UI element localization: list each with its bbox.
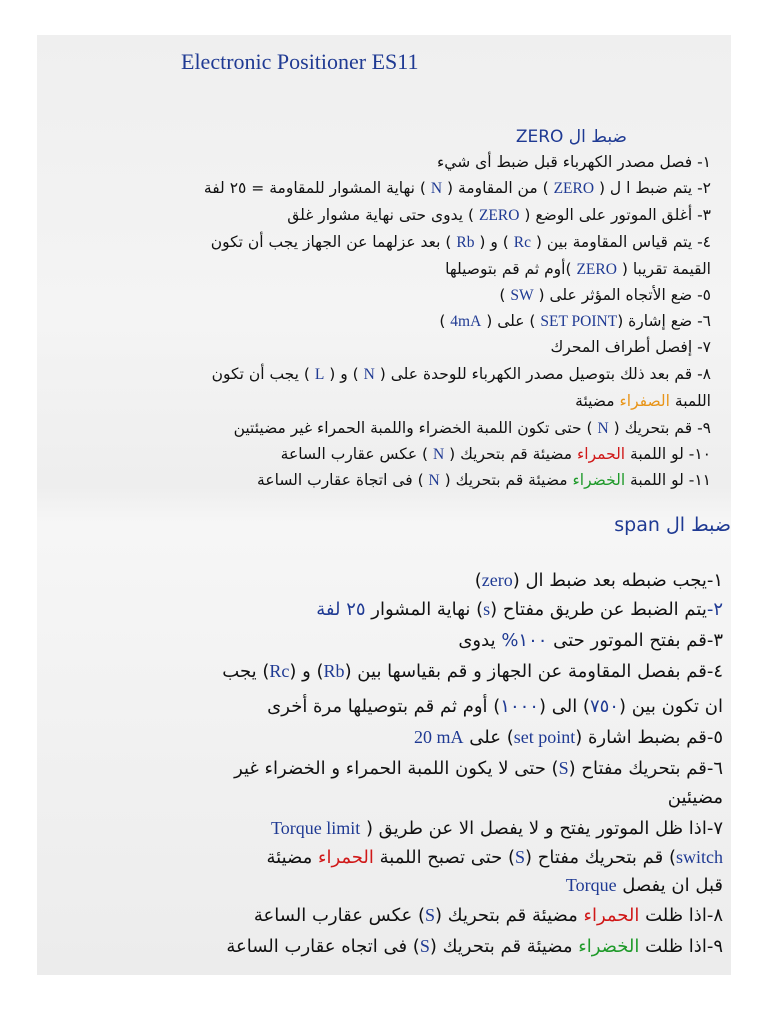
step-text: قم بفتح الموتور حتى	[547, 630, 707, 651]
step-text: ) حتى لا يكون اللمبة الحمراء و الخضراء غير	[234, 758, 559, 779]
step-line	[222, 661, 723, 682]
highlighted-term: Rc	[513, 234, 531, 251]
step-text: )	[439, 312, 451, 330]
step-number: ٩-	[697, 419, 711, 437]
highlighted-term: N	[428, 472, 440, 489]
step-text: مضيئين	[667, 787, 723, 808]
step-number: ٥-	[706, 727, 723, 748]
step-number: ٣-	[706, 630, 723, 651]
step-number: ١٠-	[688, 445, 711, 463]
step-text: ) يجب أن تكون	[211, 365, 315, 383]
highlighted-term: الحمراء	[318, 847, 374, 868]
step-text: ) فى اتجاة عقارب الساعة	[257, 471, 429, 489]
step-text: اذا ظل الموتور يفتح و لا يفصل الا عن طريق (	[360, 818, 707, 839]
step-line	[234, 419, 711, 438]
step-number: ٢-	[706, 599, 723, 620]
step-text: ضع إشارة (	[617, 312, 698, 330]
step-text: إفصل أطراف المحرك	[550, 338, 698, 356]
highlighted-term: ٧٥٠	[589, 696, 619, 717]
step-text: ) يدوى حتى نهاية مشوار غلق	[287, 206, 479, 224]
step-text: مضيئة قم بتحريك (	[444, 445, 577, 463]
highlighted-term: الصفراء	[619, 392, 670, 410]
step-text: مضيئة قم بتحريك (	[429, 936, 579, 957]
step-text: أغلق الموتور على الوضع (	[519, 206, 698, 224]
highlighted-term: ZERO	[576, 261, 617, 278]
step-text: ) بعد عزلهما عن الجهاز يجب أن تكون	[210, 233, 457, 251]
step-text: مضيئة	[575, 392, 620, 410]
step-text: قم بضبط اشارة (	[575, 727, 707, 748]
highlighted-term: ZERO	[478, 207, 520, 224]
highlighted-term: SW	[510, 287, 534, 304]
highlighted-term: s	[483, 599, 491, 619]
step-text: ضع الأتجاه المؤثر على (	[533, 286, 698, 304]
highlighted-term: ٢٥ لفة	[316, 599, 366, 620]
step-text: مضيئة قم بتحريك (	[435, 905, 584, 926]
step-text: اذا ظلت	[639, 905, 707, 926]
step-number: ٣-	[697, 206, 711, 224]
step-line	[566, 875, 723, 896]
span-section-heading: ضبط ال span	[614, 514, 731, 536]
highlighted-term: set point	[513, 727, 576, 747]
highlighted-term: 4mA	[450, 313, 482, 330]
step-number: ١١-	[688, 471, 711, 489]
step-text: ) أوم ثم قم بتوصيلها مرة أخرى	[267, 696, 501, 717]
step-text: ) نهاية المشوار	[365, 599, 484, 620]
highlighted-term: zero	[481, 570, 513, 590]
step-line	[575, 392, 711, 410]
zero-section-heading: ضبط ال ZERO	[515, 127, 627, 147]
step-line	[414, 727, 723, 748]
step-line	[267, 847, 724, 868]
step-line	[204, 179, 711, 198]
step-text: ) قم بتحريك مفتاح (	[525, 847, 676, 868]
step-text: ) على (	[481, 312, 541, 330]
step-number: ٨-	[706, 905, 723, 926]
step-number: ٧-	[706, 818, 723, 839]
highlighted-term: الحمراء	[576, 445, 626, 463]
step-text: يتم الضبط عن طريق مفتاح (	[490, 599, 707, 620]
step-text: )أوم ثم قم بتوصيلها	[445, 260, 577, 278]
step-text: لو اللمبة	[625, 445, 689, 463]
step-number: ٢-	[697, 179, 711, 197]
step-text: ) حتى تكون اللمبة الخضراء واللمبة الحمراء غير مضيئتين	[233, 419, 598, 437]
step-text: ) على	[463, 727, 514, 748]
step-text: يجب ضبطه بعد ضبط ال (	[512, 570, 707, 591]
step-text: ) و (	[289, 661, 324, 682]
step-text: مضيئة	[266, 847, 318, 868]
step-text: ) حتى تصبح اللمبة	[373, 847, 515, 868]
step-line	[437, 153, 711, 171]
step-number: ٨-	[697, 365, 711, 383]
step-text: قم بعد ذلك بتوصيل مصدر الكهرباء للوحدة على (	[374, 365, 698, 383]
step-text: )	[474, 570, 482, 591]
step-text: ) يجب	[222, 661, 270, 682]
scanned-document-page	[37, 35, 731, 975]
highlighted-term: N	[430, 180, 443, 197]
step-line	[271, 818, 723, 839]
highlighted-term: SET POINT	[540, 313, 618, 330]
document-title: Electronic Positioner ES11	[181, 49, 419, 74]
highlighted-term: L	[314, 366, 325, 383]
step-text: ) و (	[474, 233, 514, 251]
step-text: ان تكون بين (	[618, 696, 723, 717]
step-text: قم بتحريك مفتاح (	[568, 758, 707, 779]
step-text: ) عكس عقارب الساعة	[280, 445, 434, 463]
highlighted-term: S	[515, 847, 526, 867]
highlighted-term: ZERO	[553, 180, 595, 197]
highlighted-term: switch	[676, 847, 723, 867]
highlighted-term: N	[597, 420, 609, 437]
step-text: يتم ضبط ا ل (	[594, 179, 698, 197]
step-text: اذا ظلت	[639, 936, 707, 957]
highlighted-term: S	[425, 905, 436, 925]
highlighted-term: S	[558, 758, 569, 778]
highlighted-term: الخضراء	[572, 471, 626, 489]
step-line	[475, 570, 723, 591]
highlighted-term: 20 mA	[414, 727, 464, 747]
highlighted-term: الحمراء	[583, 905, 640, 926]
highlighted-term: ١٠٠%	[501, 630, 548, 651]
step-number: ٦-	[697, 312, 711, 330]
step-number: ٥-	[697, 286, 711, 304]
step-line	[226, 936, 723, 957]
step-text: قم بفصل المقاومة عن الجهاز و قم بقياسها بين (	[344, 661, 707, 682]
step-text: )	[499, 286, 511, 304]
step-text: فصل مصدر الكهرباء قبل ضبط أى شيء	[437, 153, 698, 171]
step-line	[211, 233, 711, 252]
step-text: ) الى (	[538, 696, 590, 717]
step-line	[281, 445, 711, 464]
step-text: مضيئة قم بتحريك (	[439, 471, 573, 489]
step-text: القيمة تقريبا (	[616, 260, 711, 278]
step-line	[445, 260, 711, 279]
highlighted-term: Rb	[456, 234, 475, 251]
highlighted-term: Rb	[323, 661, 345, 681]
step-line	[212, 365, 711, 384]
highlighted-term: N	[433, 446, 445, 463]
step-number: ٤-	[706, 661, 723, 682]
highlighted-term: Torque limit	[270, 818, 361, 838]
step-line	[458, 630, 723, 651]
step-line	[234, 758, 723, 779]
highlighted-term: ١٠٠٠	[500, 696, 539, 717]
step-number: ٤-	[697, 233, 711, 251]
step-line	[551, 338, 712, 356]
highlighted-term: S	[419, 936, 430, 956]
step-text: اللمبة	[669, 392, 711, 410]
step-line	[254, 905, 723, 926]
step-text: لو اللمبة	[625, 471, 689, 489]
step-line	[499, 286, 711, 305]
step-number: ١-	[706, 570, 723, 591]
highlighted-term: Rc	[269, 661, 290, 681]
step-line	[316, 599, 723, 620]
step-number: ٦-	[706, 758, 723, 779]
step-text: قبل ان يفصل	[616, 875, 723, 896]
step-line	[668, 787, 723, 808]
step-text: ) نهاية المشوار للمقاومة = ٢٥ لفة	[203, 179, 431, 197]
step-number: ٩-	[706, 936, 723, 957]
step-text: قم بتحريك (	[608, 419, 698, 437]
highlighted-term: Torque	[565, 875, 617, 895]
step-number: ٧-	[697, 338, 711, 356]
step-text: ) و (	[324, 365, 364, 383]
step-line	[287, 206, 711, 225]
highlighted-term: N	[363, 366, 375, 383]
step-text: ) فى اتجاه عقارب الساعة	[226, 936, 420, 957]
step-text: ) من المقاومة (	[442, 179, 554, 197]
step-line	[257, 471, 711, 490]
step-number: ١-	[697, 153, 711, 171]
highlighted-term: الخضراء	[578, 936, 640, 957]
step-line	[267, 696, 723, 717]
step-line	[439, 312, 711, 331]
step-text: يدوى	[458, 630, 502, 651]
step-text: يتم قياس المقاومة بين (	[530, 233, 698, 251]
step-text: ) عكس عقارب الساعة	[253, 905, 426, 926]
